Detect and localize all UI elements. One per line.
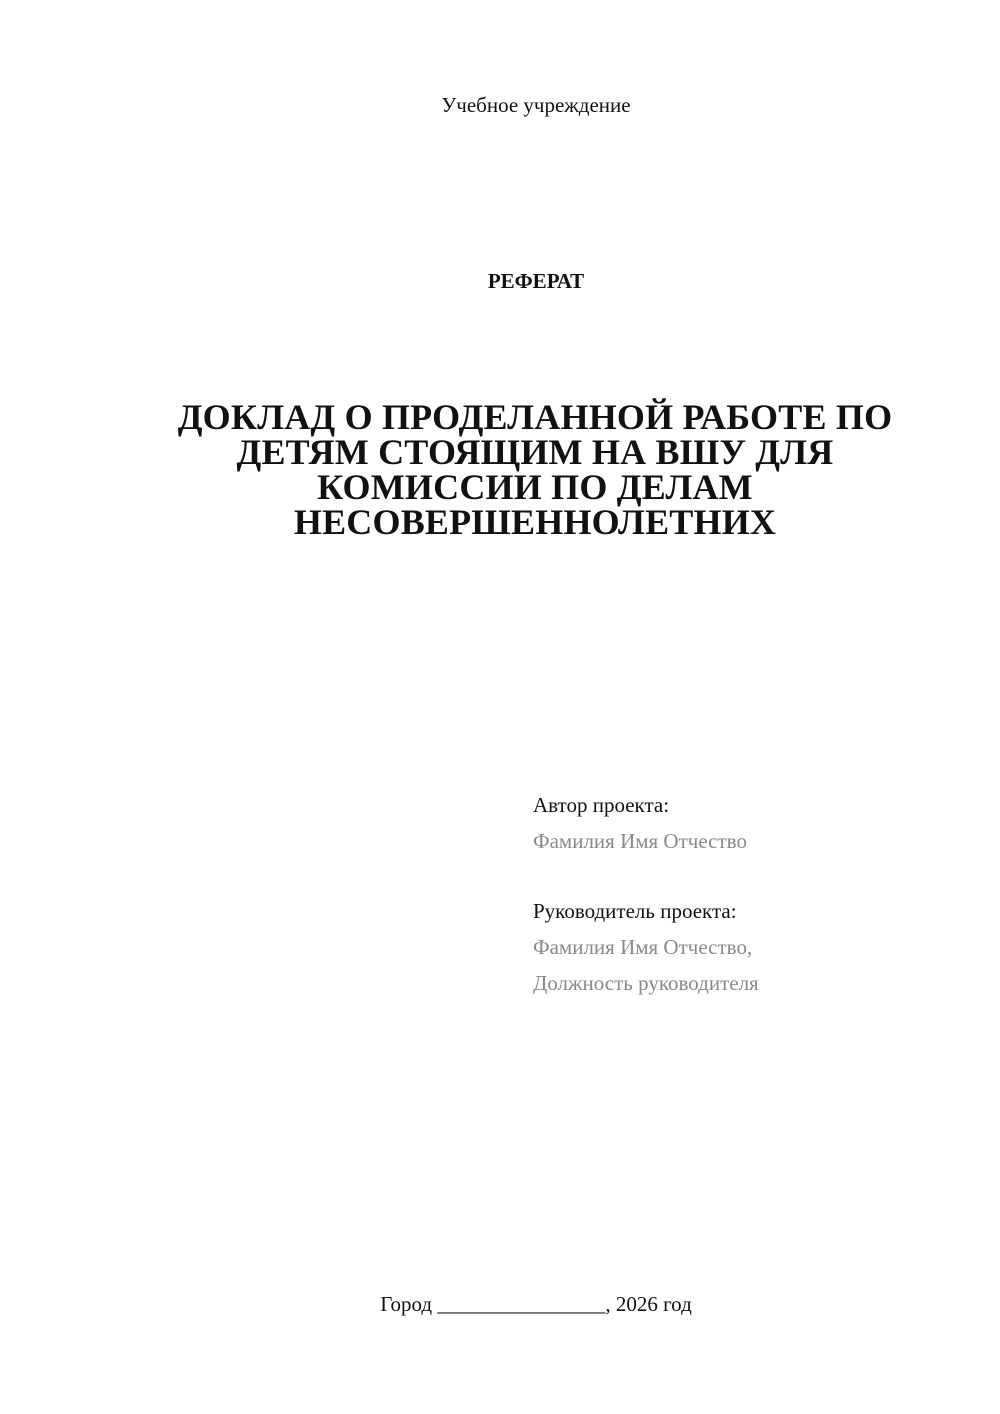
author-label: Автор проекта: — [533, 793, 670, 817]
supervisor-label: Руководитель проекта: — [533, 899, 737, 923]
author-name: Фамилия Имя Отчество — [533, 829, 747, 853]
document-title: ДОКЛАД О ПРОДЕЛАННОЙ РАБОТЕ ПО ДЕТЯМ СТОЯЩИМ НА ВШУ ДЛЯ КОМИССИИ ПО ДЕЛАМ НЕСОВЕРШЕННОЛЕТНИХ — [177, 397, 893, 542]
supervisor-block — [533, 893, 953, 1001]
document-type-label: РЕФЕРАТ — [487, 269, 585, 293]
supervisor-name: Фамилия Имя Отчество, — [533, 935, 753, 959]
supervisor-position: Должность руководителя — [533, 971, 759, 995]
author-block — [533, 787, 953, 859]
city-year-line: Город ________________, 2026 год — [380, 1292, 692, 1316]
institution-name: Учебное учреждение — [441, 93, 631, 117]
